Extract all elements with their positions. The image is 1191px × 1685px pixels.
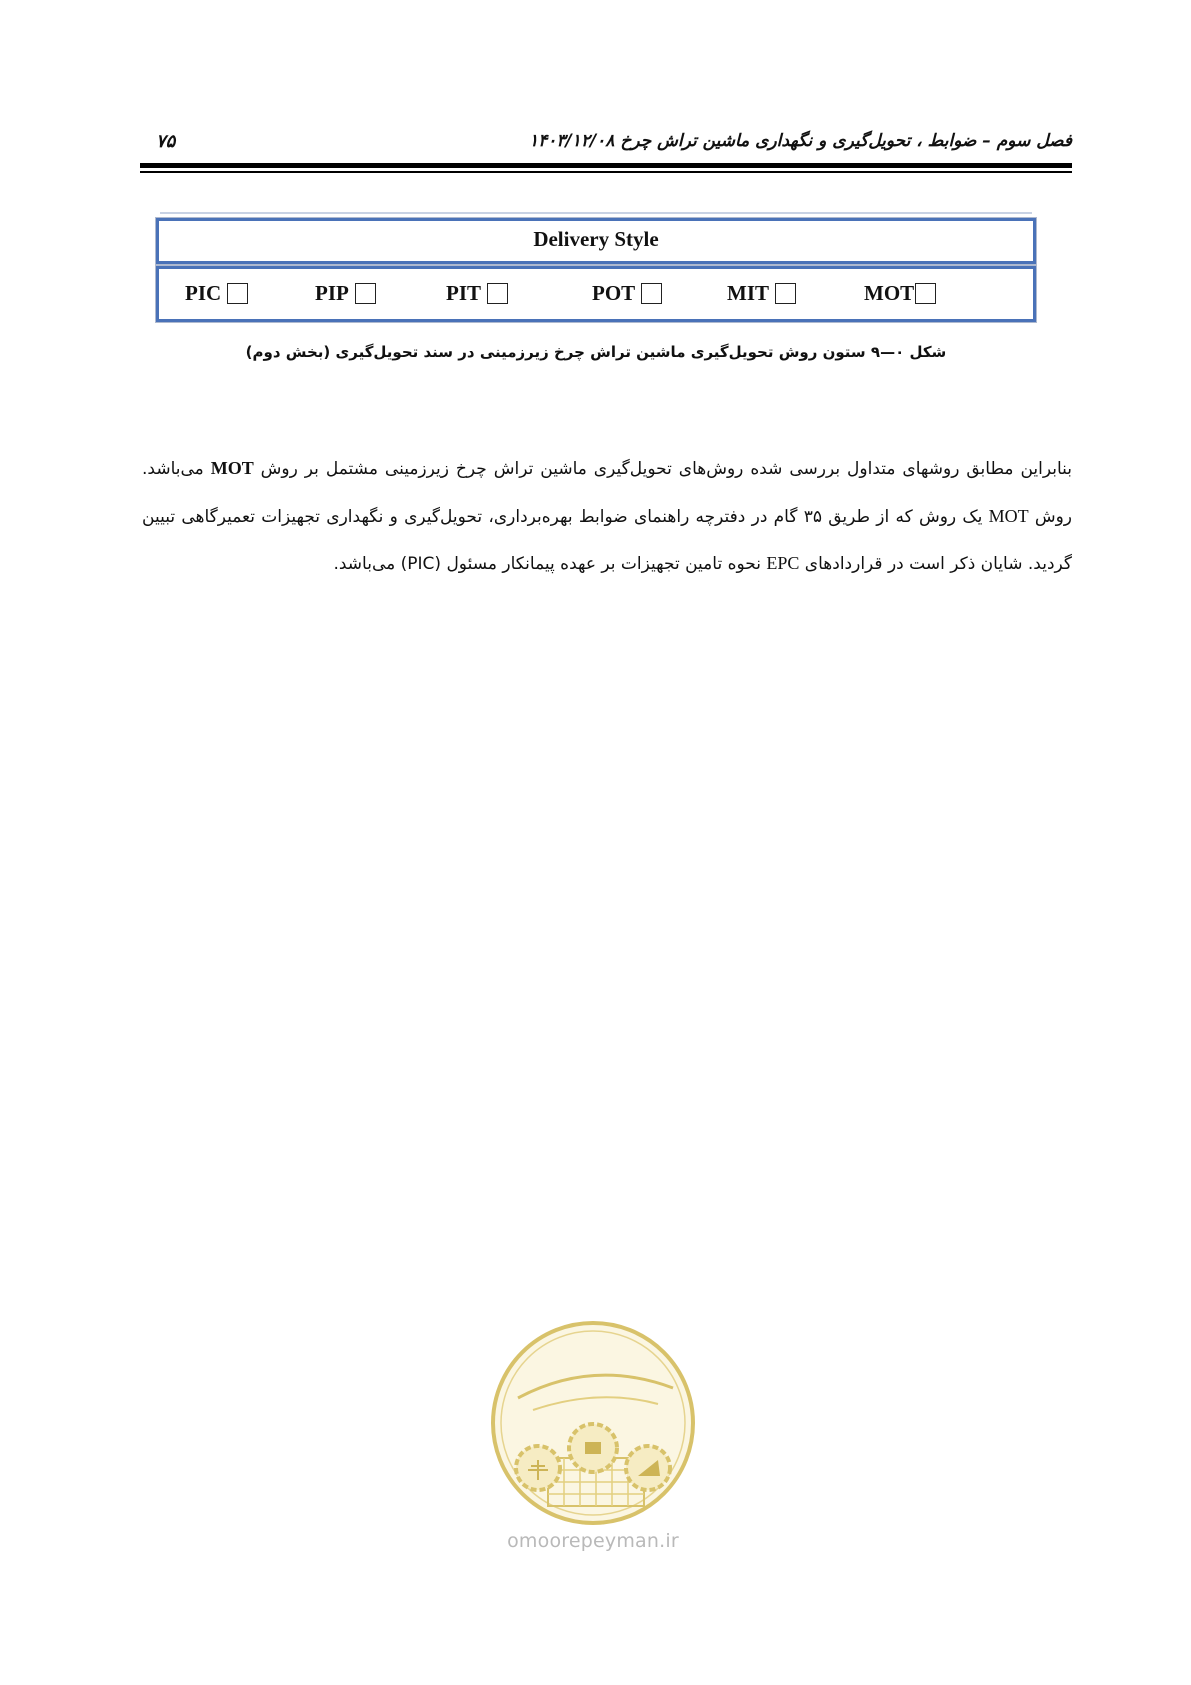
option-label: PIT: [446, 281, 482, 305]
header-rule-thick: [140, 163, 1072, 168]
delivery-style-heading: Delivery Style: [533, 227, 659, 251]
option-pot: [592, 281, 662, 306]
paragraph-text: یک روش که از طریق ۳۵ گام در دفترچه راهنمای ضوابط بهره‌برداری، تحویل‌گیری و نگهداری تجهیزات تعمیرگاهی تبیین گردید. شایان ذکر است در قراردادهای: [142, 506, 1072, 574]
option-label: PIP: [315, 281, 349, 305]
checkbox-icon: [487, 283, 508, 304]
paragraph-text: ) می‌باشد.: [333, 554, 408, 574]
paragraph-term-mot-bold: MOT: [210, 458, 254, 478]
delivery-style-options-row: [156, 266, 1036, 322]
option-pic: [185, 281, 248, 306]
option-pit: [446, 281, 508, 306]
option-label: MOT: [864, 281, 915, 305]
checkbox-icon: [915, 283, 936, 304]
delivery-style-figure: [156, 212, 1036, 328]
page-header: [140, 118, 1072, 178]
option-mot: [864, 281, 936, 306]
paragraph-text: بنابراین مطابق روشهای متداول بررسی شده روش‌های تحویل‌گیری ماشین تراش چرخ زیرزمینی مشتمل بر روش: [253, 459, 1072, 479]
header-rule-thin: [140, 171, 1072, 173]
watermark-seal-icon: [488, 1318, 698, 1528]
header-title: فصل سوم – ضوابط ، تحویل‌گیری و نگهداری ماشین تراش چرخ ۱۴۰۳/۱۲/۰۸: [528, 131, 1072, 151]
paragraph-term-pic: PIC: [407, 554, 435, 574]
figure-top-edge: [160, 212, 1032, 214]
checkbox-icon: [775, 283, 796, 304]
option-pip: [315, 281, 376, 306]
watermark-url: omoorepeyman.ir: [507, 1530, 679, 1552]
checkbox-icon: [355, 283, 376, 304]
page-number: ۷۵: [156, 131, 176, 152]
paragraph-text: می‌باشد. روش: [142, 459, 1073, 527]
paragraph-term-epc: EPC: [766, 553, 800, 573]
option-mit: [727, 281, 796, 306]
figure-caption: شکل ۰—۹ ستون روش تحویل‌گیری ماشین تراش چرخ زیرزمینی در سند تحویل‌گیری (بخش دوم): [245, 343, 947, 361]
option-label: POT: [592, 281, 636, 305]
checkbox-icon: [641, 283, 662, 304]
paragraph-text: نحوه تامین تجهیزات بر عهده پیمانکار مسئول (: [434, 554, 767, 574]
checkbox-icon: [227, 283, 248, 304]
option-label: MIT: [727, 281, 769, 305]
delivery-style-heading-cell: [156, 218, 1036, 264]
paragraph-term-mot: MOT: [988, 505, 1029, 526]
option-label: PIC: [185, 281, 222, 305]
body-paragraph: [142, 445, 1072, 588]
